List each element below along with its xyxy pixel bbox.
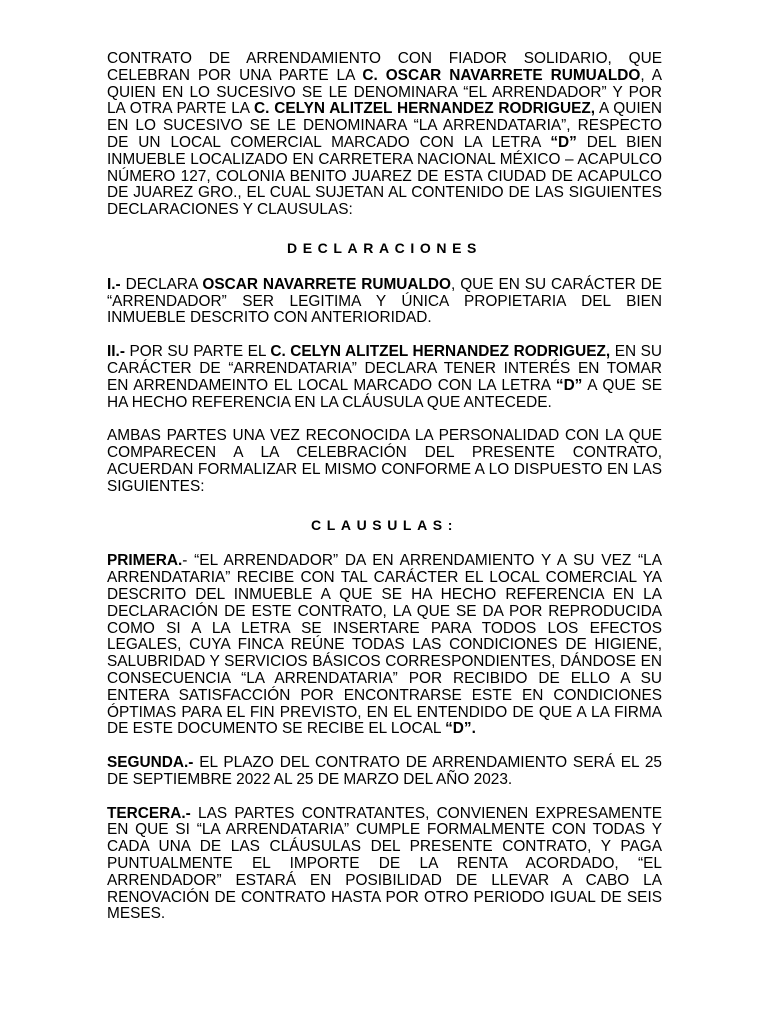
declaracion-2-label: II.- xyxy=(107,343,125,361)
clausula-primera-text: - “EL ARRENDADOR” DA EN ARRENDAMIENTO Y A SU VEZ “LA ARRENDATARIA” RECIBE CON TAL CARÁCTER EL LOCAL COMERCIAL YA DESCRITO DEL INMUEBLE A QUE SE HA HECHO REFERENCIA EN LA DECLARACIÓN DE ESTE CONTRATO, LA QUE SE DA POR REPRODUCIDA COMO SI A LA LETRA SE INSERTARE PARA TODOS LOS EFECTOS LEGALES, CUYA FINCA REÚNE TODAS LAS CONDICIONES DE HIGIENE, SALUBRIDAD Y SERVICIOS BÁSICOS CORRESPONDIENTES, DÁNDOSE EN CONSECUENCIA “LA ARRENDATARIA” POR RECIBIDO DE ELLO A SU ENTERA SATISFACCIÓN POR ENCONTRARSE ESTE EN CONDICIONES ÓPTIMAS PARA EL FIN PREVISTO, EN EL ENTENDIDO DE QUE A LA FIRMA DE ESTE DOCUMENTO SE RECIBE EL LOCAL xyxy=(107,552,662,738)
local-letter: “D” xyxy=(550,133,577,151)
clausula-tercera-text: LAS PARTES CONTRATANTES, CONVIENEN EXPRESAMENTE EN QUE SI “LA ARRENDATARIA” CUMPLE FORMALMENTE CON TODAS Y CADA UNA DE LAS CLÁUSULAS DEL PRESENTE CONTRATO, Y PAGA PUNTUALMENTE EL IMPORTE DE LA RENTA ACORDADO, “EL ARRENDADOR” ESTARÁ EN POSIBILIDAD DE LLEVAR A CABO LA RENOVACIÓN DE CONTRATO HASTA POR OTRO PERIODO IGUAL DE SEIS MESES. xyxy=(107,804,662,923)
intro-text-2: , A QUIEN EN LO SUCESIVO SE LE DENOMINARA “EL ARRENDADOR” Y POR LA OTRA PARTE LA xyxy=(107,66,662,118)
clausula-primera xyxy=(107,553,662,738)
clausula-tercera-label: TERCERA.- xyxy=(107,804,191,822)
ambas-paragraph: AMBAS PARTES UNA VEZ RECONOCIDA LA PERSONALIDAD CON LA QUE COMPARECEN A LA CELEBRACIÓN DEL PRESENTE CONTRATO, ACUERDAN FORMALIZAR EL MISMO CONFORME A LO DISPUESTO EN LAS SIGUIENTES: xyxy=(107,427,662,495)
clausula-segunda-text: EL PLAZO DEL CONTRATO DE ARRENDAMIENTO SERÁ EL 25 DE SEPTIEMBRE 2022 AL 25 DE MARZO DEL AÑO 2023. xyxy=(107,754,662,788)
clausula-primera-letter: “D”. xyxy=(445,720,476,738)
clausula-segunda xyxy=(107,755,662,789)
arrendataria-name: C. CELYN ALITZEL HERNANDEZ RODRIGUEZ, xyxy=(254,100,596,118)
declaracion-1-label: I.- xyxy=(107,275,121,293)
declaracion-2-letter: “D” xyxy=(555,376,583,394)
clausula-tercera xyxy=(107,806,662,924)
declaracion-2-text-3: A QUE SE HA HECHO REFERENCIA EN LA CLÁUSULA QUE ANTECEDE. xyxy=(107,376,662,411)
intro-text-1: CONTRATO DE ARRENDAMIENTO CON FIADOR SOLIDARIO, QUE CELEBRAN POR UNA PARTE LA xyxy=(107,50,662,84)
declaracion-2-text-1: POR SU PARTE EL xyxy=(124,343,271,361)
clausulas-heading: CLAUSULAS: xyxy=(311,516,458,533)
declaracion-1 xyxy=(107,277,662,327)
declaracion-2 xyxy=(107,344,662,411)
declaracion-1-text-1: DECLARA xyxy=(120,275,203,293)
intro-text-4: DEL BIEN INMUEBLE LOCALIZADO EN CARRETERA NACIONAL MÉXICO – ACAPULCO NÚMERO 127, COLONIA BENITO JUAREZ DE ESTA CIUDAD DE ACAPULCO DE JUAREZ GRO., EL CUAL SUJETAN AL CONTENIDO DE LAS SIGUIENTES DECLARACIONES Y CLAUSULAS: xyxy=(107,133,662,219)
declaraciones-heading: DECLARACIONES xyxy=(287,239,482,256)
declaracion-2-name: C. CELYN ALITZEL HERNANDEZ RODRIGUEZ, xyxy=(270,343,611,361)
declaracion-1-name: OSCAR NAVARRETE RUMUALDO xyxy=(202,275,452,293)
clausula-segunda-label: SEGUNDA.- xyxy=(107,754,194,772)
intro-paragraph xyxy=(107,51,662,219)
declaracion-2-text-2: EN SU CARÁCTER DE “ARRENDATARIA” DECLARA TENER INTERÉS EN TOMAR EN ARRENDAMEINTO EL LOCAL MARCADO CON LA LETRA xyxy=(107,343,662,394)
declaracion-1-text-2: , QUE EN SU CARÁCTER DE “ARRENDADOR” SER LEGITIMA Y ÚNICA PROPIETARIA DEL BIEN INMUEBLE DESCRITO CON ANTERIORIDAD. xyxy=(107,275,662,327)
intro-text-3: A QUIEN EN LO SUCESIVO SE LE DENOMINARA “LA ARRENDATARIA”, RESPECTO DE UN LOCAL COMERCIAL MARCADO CON LA LETRA xyxy=(107,100,662,151)
arrendador-name: C. OSCAR NAVARRETE RUMUALDO xyxy=(362,66,641,84)
clausula-primera-label: PRIMERA. xyxy=(107,552,183,570)
